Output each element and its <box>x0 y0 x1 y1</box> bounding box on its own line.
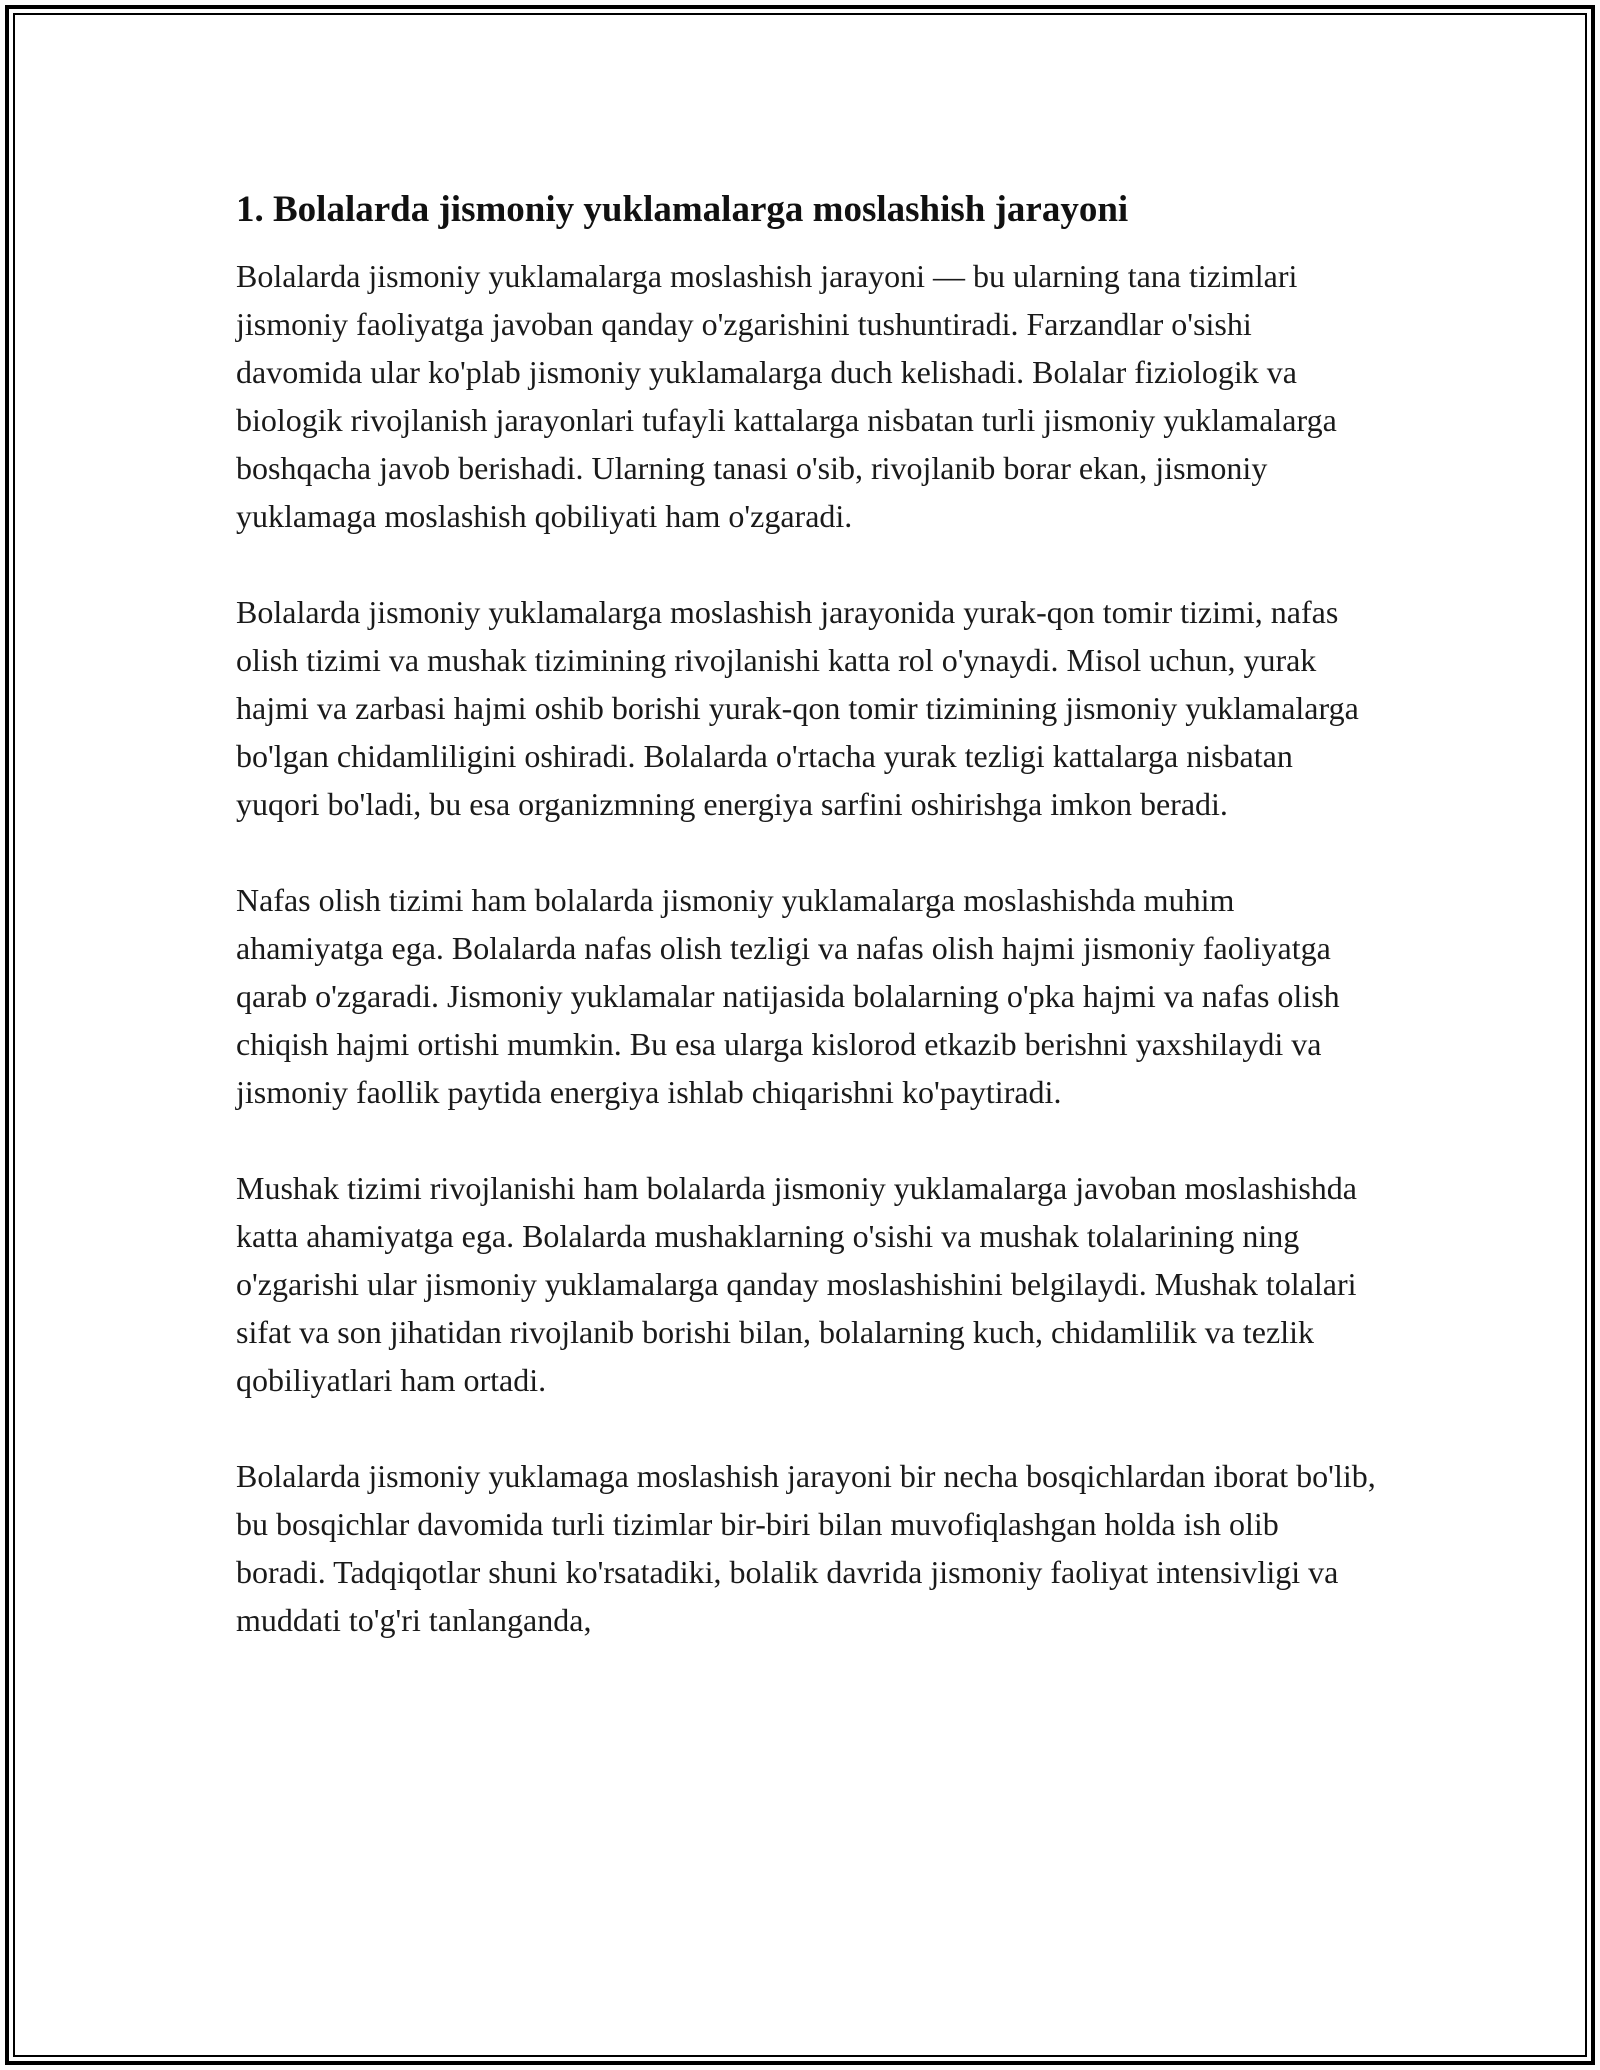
document-body <box>236 186 1376 1692</box>
paragraph: Mushak tizimi rivojlanishi ham bolalarda jismoniy yuklamalarga javoban moslashishda katta ahamiyatga ega. Bolalarda mushaklarning o'sishi va mushak tolalarining ning o'zgarishi ular jismoniy yuklamalarga qanday moslashishini belgilaydi. Mushak tolalari sifat va son jihatidan rivojlanib borishi bilan, bolalarning kuch, chidamlilik va tezlik qobiliyatlari ham ortadi. <box>236 1170 1357 1398</box>
section-heading: 1. Bolalarda jismoniy yuklamalarga moslashish jarayoni <box>236 189 1129 230</box>
paragraph: Bolalarda jismoniy yuklamaga moslashish jarayoni bir necha bosqichlardan iborat bo'lib, bu bosqichlar davomida turli tizimlar bir-biri bilan muvofiqlashgan holda ish olib boradi. Tadqiqotlar shuni ko'rsatadiki, bolalik davrida jismoniy faoliyat intensivligi va muddati to'g'ri tanlanganda, <box>236 1458 1376 1638</box>
paragraph: Bolalarda jismoniy yuklamalarga moslashish jarayoni — bu ularning tana tizimlari jismoniy faoliyatga javoban qanday o'zgarishini tushuntiradi. Farzandlar o'sishi davomida ular ko'plab jismoniy yuklamalarga duch kelishadi. Bolalar fiziologik va biologik rivojlanish jarayonlari tufayli kattalarga nisbatan turli jismoniy yuklamalarga boshqacha javob berishadi. Ularning tanasi o'sib, rivojlanib borar ekan, jismoniy yuklamaga moslashish qobiliyati ham o'zgaradi. <box>236 258 1337 534</box>
paragraph: Nafas olish tizimi ham bolalarda jismoniy yuklamalarga moslashishda muhim ahamiyatga ega. Bolalarda nafas olish tezligi va nafas olish hajmi jismoniy faoliyatga qarab o'zgaradi. Jismoniy yuklamalar natijasida bolalarning o'pka hajmi va nafas olish chiqish hajmi ortishi mumkin. Bu esa ularga kislorod etkazib berishni yaxshilaydi va jismoniy faollik paytida energiya ishlab chiqarishni ko'paytiradi. <box>236 882 1340 1110</box>
paragraph: Bolalarda jismoniy yuklamalarga moslashish jarayonida yurak-qon tomir tizimi, nafas olish tizimi va mushak tizimining rivojlanishi katta rol o'ynaydi. Misol uchun, yurak hajmi va zarbasi hajmi oshib borishi yurak-qon tomir tizimining jismoniy yuklamalarga bo'lgan chidamliligini oshiradi. Bolalarda o'rtacha yurak tezligi kattalarga nisbatan yuqori bo'ladi, bu esa organizmning energiya sarfini oshirishga imkon beradi. <box>236 594 1359 822</box>
